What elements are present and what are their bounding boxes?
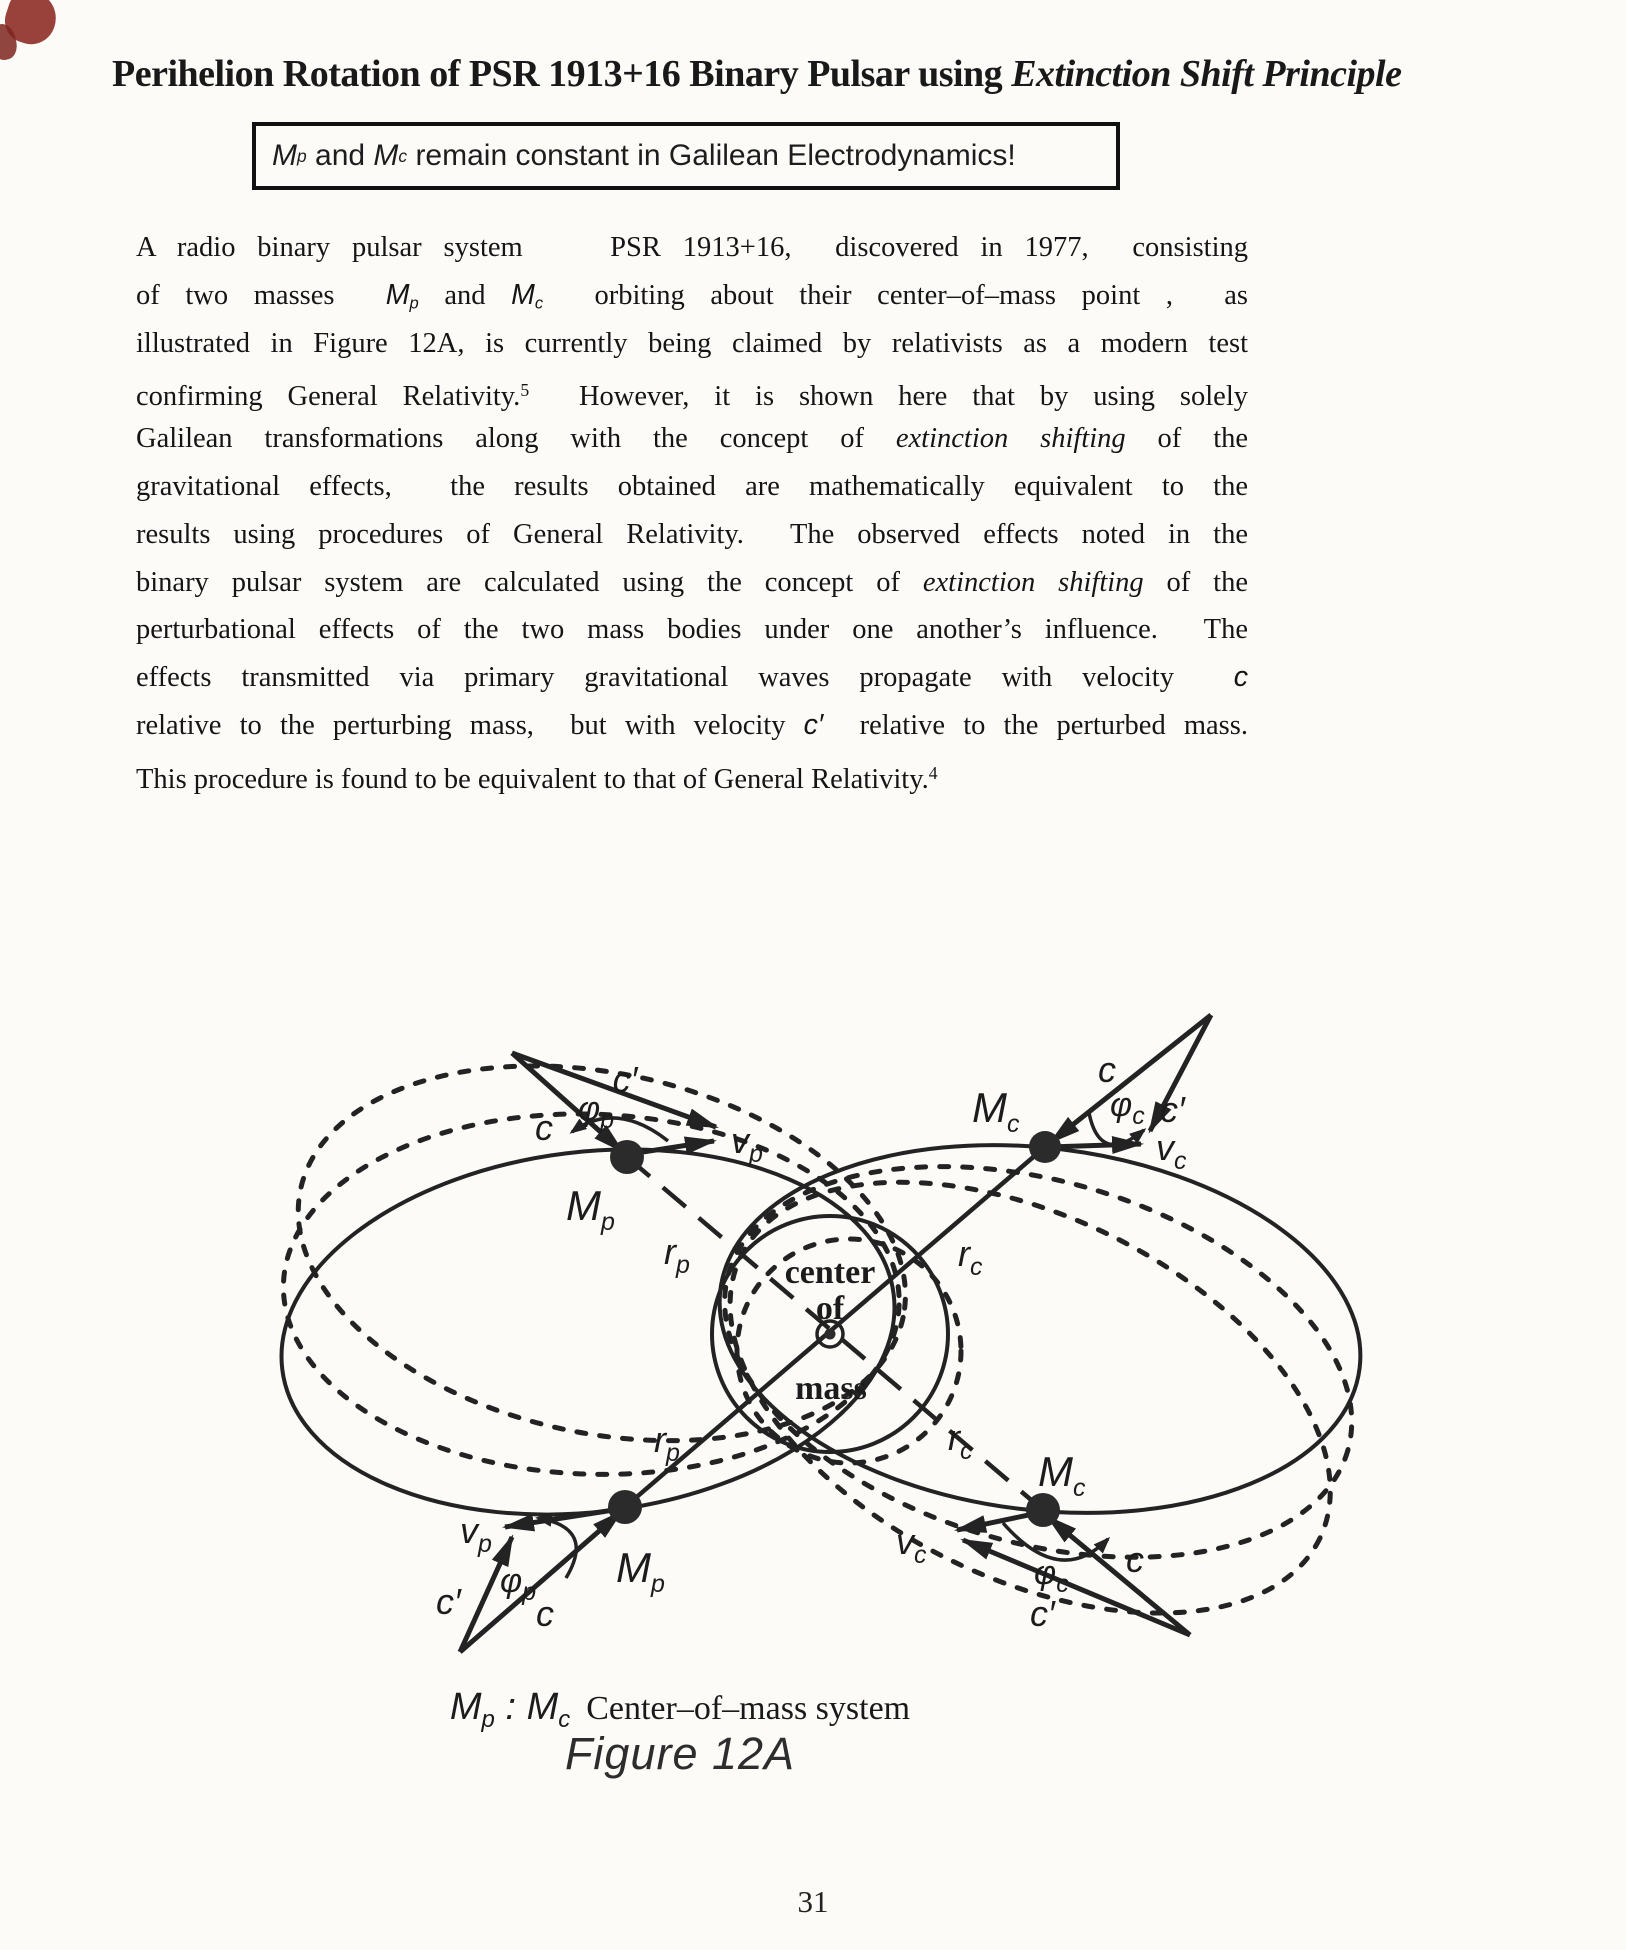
text-run: Galilean transformations along with the concept of xyxy=(136,423,896,455)
mass-dot-mp-lower xyxy=(608,1490,642,1524)
label-vc-upper-right: $v_c$ xyxy=(1156,1127,1187,1175)
vector-vc-lower-right xyxy=(957,1513,1038,1530)
label-c-upper-right: c xyxy=(1098,1049,1116,1090)
text-line xyxy=(136,750,1248,798)
mass-dot-mc-lower xyxy=(1026,1493,1060,1527)
text-line xyxy=(136,702,1248,750)
title-regular: Perihelion Rotation of PSR 1913+16 Binary Pulsar using xyxy=(112,53,1012,95)
mass-dot-mc-upper xyxy=(1029,1131,1061,1163)
text-run: illustrated in Figure 12A, is currently being claimed by relativists as a modern test xyxy=(136,327,1248,359)
math-symbol: M xyxy=(511,278,535,311)
precessed-orbit-right-2 xyxy=(661,1094,1390,1695)
label-rc-upper: $r_c$ xyxy=(958,1233,983,1281)
page-number: 31 xyxy=(797,1884,829,1919)
label-c-prime-lower-left: c′ xyxy=(436,1581,461,1622)
caption-text: Center–of–mass system xyxy=(586,1690,911,1727)
text-run: gravitational effects, the results obtained are mathematically equivalent to the xyxy=(136,470,1248,502)
text-line xyxy=(136,224,1248,272)
label-mass: mass xyxy=(795,1370,867,1407)
label-rp-lower: $r_p$ xyxy=(654,1419,680,1467)
label-c-prime-upper-right: c′ xyxy=(1160,1089,1185,1130)
text-line xyxy=(136,559,1248,607)
label-c-prime-lower-right: c′ xyxy=(1030,1593,1055,1634)
mass-dot-mp-upper xyxy=(610,1140,644,1174)
label-center: center xyxy=(784,1254,876,1291)
label-mc-upper-right: $M_c$ xyxy=(972,1084,1020,1138)
abstract-paragraph xyxy=(136,224,1248,798)
label-vp-lower-left: $v_p$ xyxy=(460,1510,492,1558)
vector-vc-upper-right xyxy=(1049,1144,1141,1147)
text-run: results using procedures of General Relativity. The observed effects noted in the xyxy=(136,518,1248,550)
label-c-prime-upper-left: c′ xyxy=(612,1059,638,1100)
text-run: of the xyxy=(1125,423,1249,455)
label-mp-lower-left: $M_p$ xyxy=(616,1544,665,1598)
label-phi-c-lower-right: $\varphi_c$ xyxy=(1034,1554,1069,1598)
text-line xyxy=(136,415,1248,463)
text-run: However, it is shown here that by using solely xyxy=(529,381,1248,413)
callout-box xyxy=(252,122,1120,190)
precessed-orbit-left-1 xyxy=(277,1104,905,1485)
figure-12a-diagram xyxy=(240,985,1390,1695)
label-mp-upper-left: $M_p$ xyxy=(566,1182,615,1236)
callout-m2: M xyxy=(373,139,399,172)
caption-m1-sub: p xyxy=(481,1706,495,1733)
text-run: relative to the perturbed mass. xyxy=(823,709,1248,741)
math-subscript: c xyxy=(534,293,544,313)
callout-rest: remain constant in Galilean Electrodynamics! xyxy=(407,139,1016,172)
text-run: orbiting about their center–of–mass point , as xyxy=(543,279,1249,311)
figure-labels xyxy=(436,1049,1187,1634)
label-phi-p-upper-left: $\varphi_p$ xyxy=(578,1090,615,1134)
text-line xyxy=(136,320,1248,368)
velocity-vectors xyxy=(460,1015,1211,1652)
math-symbol: c′ xyxy=(803,708,824,741)
text-run: effects transmitted via primary gravitational waves propagate with velocity xyxy=(136,662,1234,694)
label-c-lower-right: c xyxy=(1126,1539,1144,1580)
label-rp-upper: $r_p$ xyxy=(664,1231,690,1279)
text-run: of the xyxy=(1143,566,1248,598)
emphasized-text: extinction shifting xyxy=(922,566,1144,598)
text-run: of two masses xyxy=(136,279,386,311)
label-vp-upper-left: $v_p$ xyxy=(731,1120,763,1168)
text-line xyxy=(136,511,1248,559)
text-run: and xyxy=(418,279,512,311)
text-run: A radio binary pulsar system PSR 1913+16, discovered in 1977, consisting xyxy=(136,232,1248,263)
footnote-ref: 4 xyxy=(928,762,938,783)
page-title xyxy=(112,52,1572,96)
text-run: This procedure is found to be equivalent to that of General Relativity. xyxy=(136,763,929,795)
label-phi-p-lower-left: $\varphi_p$ xyxy=(500,1562,537,1606)
text-line xyxy=(136,654,1248,702)
label-of: of xyxy=(815,1290,845,1327)
label-phi-c-upper-right: $\varphi_c$ xyxy=(1110,1086,1145,1130)
label-rc-lower: $r_c$ xyxy=(948,1417,973,1465)
footnote-ref: 5 xyxy=(520,380,530,401)
math-symbol: M xyxy=(385,278,410,311)
text-line xyxy=(136,606,1248,654)
vector-c-lower-right xyxy=(1048,1517,1190,1635)
caption-m2: M xyxy=(526,1686,559,1728)
label-mc-lower-right: $M_c$ xyxy=(1038,1448,1086,1502)
label-c-lower-left: c xyxy=(536,1593,554,1634)
text-line xyxy=(136,463,1248,511)
math-symbol: c xyxy=(1233,661,1248,694)
callout-m1: M xyxy=(272,139,297,172)
text-run: perturbational effects of the two mass bodies under one another’s influence. The xyxy=(136,614,1248,646)
text-run: binary pulsar system are calculated using the concept of xyxy=(136,566,923,598)
figure-label: Figure 12A xyxy=(564,1728,796,1779)
text-run: confirming General Relativity. xyxy=(136,381,521,413)
vector-c-upper-left xyxy=(512,1053,622,1151)
label-c-upper-left: c xyxy=(535,1107,553,1148)
label-vc-lower-right: $v_c$ xyxy=(896,1521,927,1569)
orbit-ellipses xyxy=(260,1013,1390,1695)
callout-mid: and xyxy=(306,139,374,172)
text-line xyxy=(136,272,1248,320)
math-subscript: p xyxy=(409,293,419,313)
text-line xyxy=(136,367,1248,415)
caption-m2-sub: c xyxy=(558,1706,571,1733)
radial-lines xyxy=(625,1147,1045,1510)
caption-m1: M xyxy=(449,1686,482,1728)
emphasized-text: extinction shifting xyxy=(895,423,1126,455)
caption-sep: : xyxy=(494,1686,527,1728)
figure-caption xyxy=(400,1686,960,1734)
callout-m2-sub: c xyxy=(398,145,408,166)
center-mark-dot xyxy=(825,1329,836,1340)
title-italic: Extinction Shift Principle xyxy=(1011,53,1402,95)
text-run: relative to the perturbing mass, but with velocity xyxy=(136,709,804,741)
callout-m1-sub: p xyxy=(297,145,307,166)
